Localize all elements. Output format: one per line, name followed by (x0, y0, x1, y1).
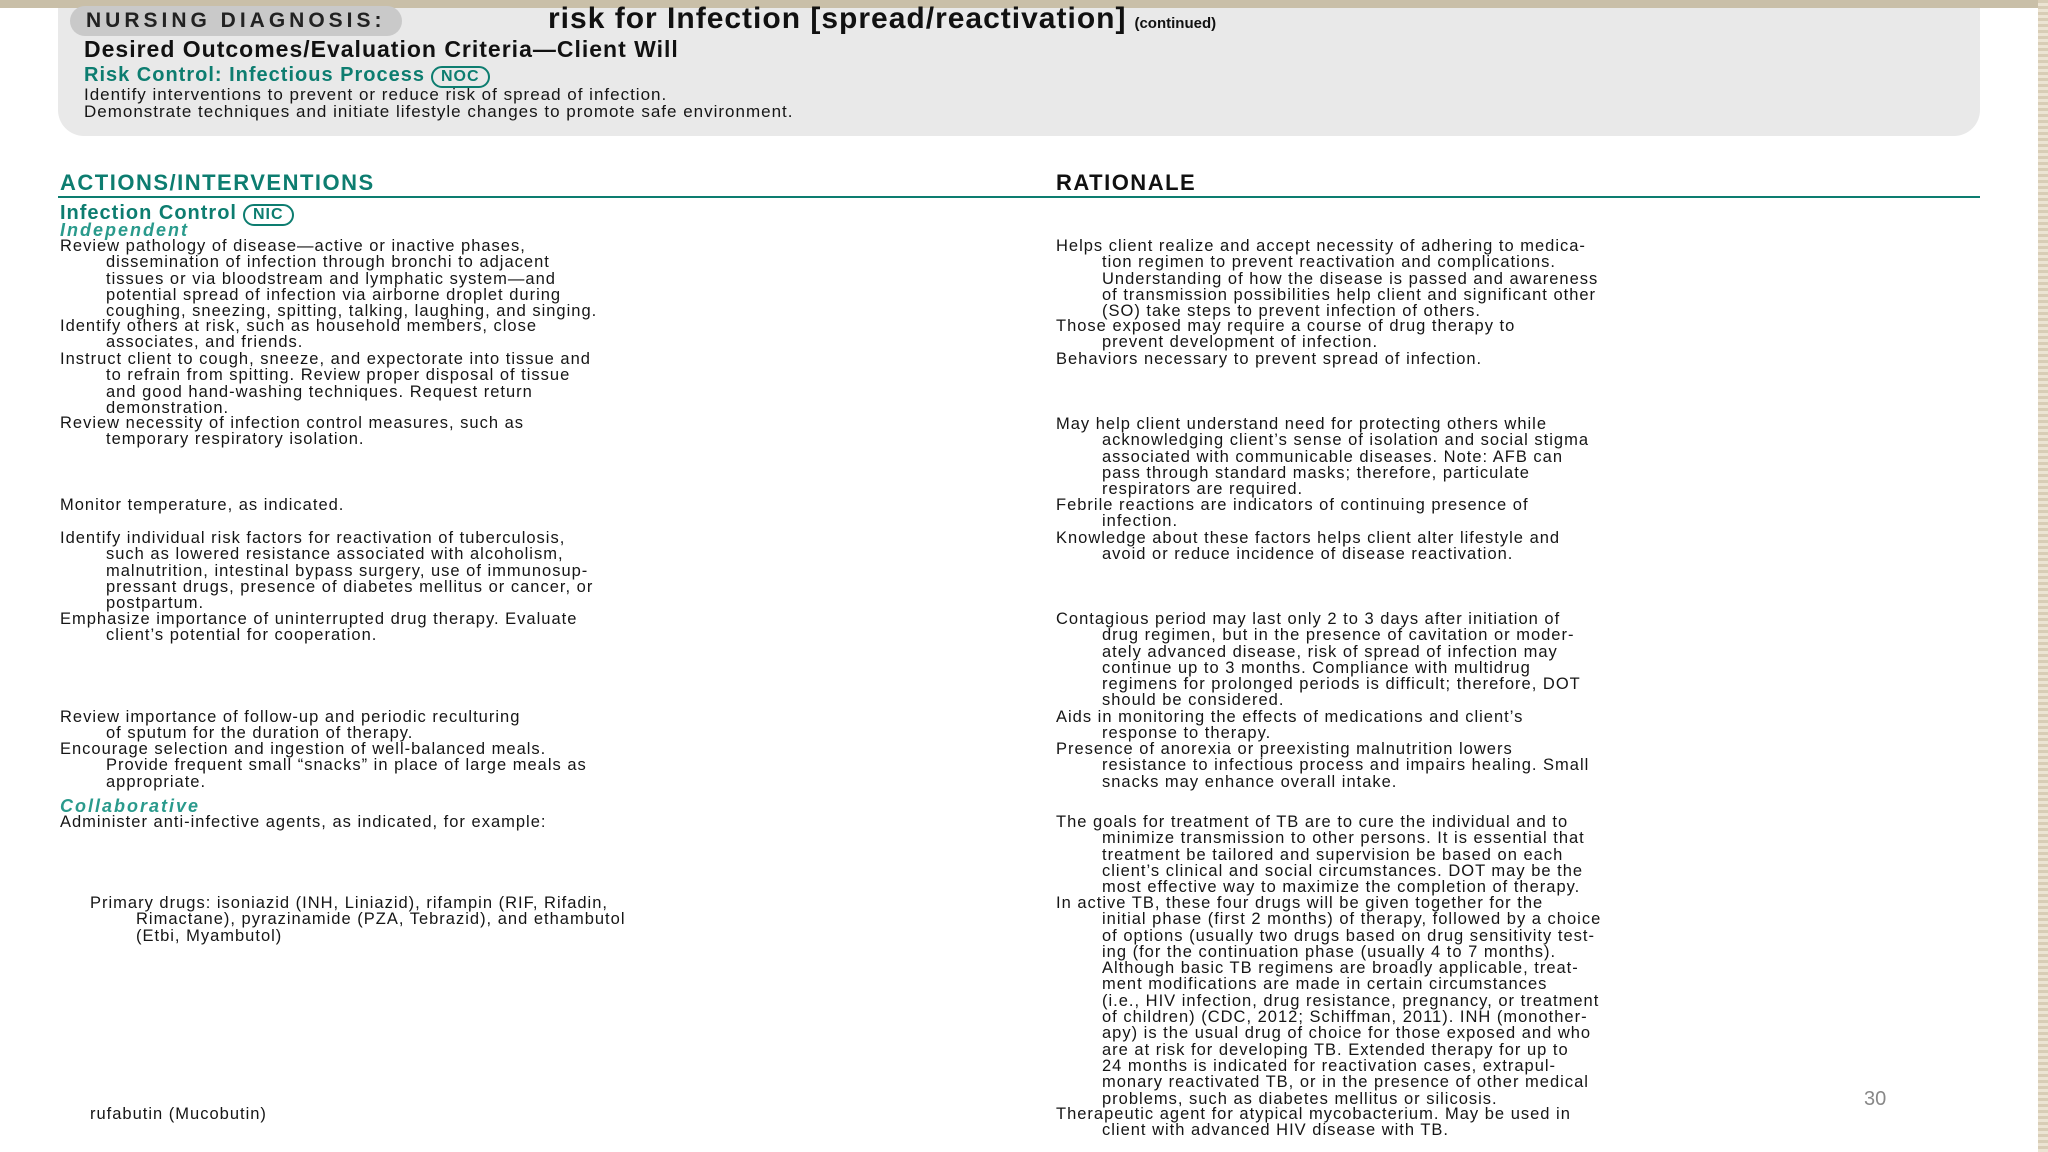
infection-control-text: Infection Control (60, 202, 237, 224)
action-item-line: to refrain from spitting. Review proper disposal of tissue (106, 366, 571, 385)
rationale-item-line: Behaviors necessary to prevent spread of infection. (1056, 350, 1483, 368)
rationale-item-line: ing (for the continuation phase (usually 4 to 7 months). (1102, 942, 1557, 961)
action-item-line: Review necessity of infection control measures, such as (60, 414, 525, 432)
action-item-line: Identify others at risk, such as household members, close (60, 317, 538, 335)
action-item-2 (60, 318, 537, 351)
rationale-item-11 (1056, 895, 1601, 1107)
rationale-item-line: acknowledging client’s sense of isolation and social stigma (1102, 431, 1590, 450)
action-item-line: of sputum for the duration of therapy. (106, 724, 414, 743)
rationale-item-line: Aids in monitoring the effects of medications and client’s (1056, 708, 1524, 726)
rationale-item-line: prevent development of infection. (1102, 333, 1379, 352)
action-item-line: rufabutin (Mucobutin) (90, 1105, 267, 1123)
action-item-line: such as lowered resistance associated with alcoholism, (106, 545, 564, 564)
page-number: 30 (1864, 1088, 1887, 1110)
nic-tag: NIC (243, 204, 294, 226)
action-item-12 (90, 1106, 267, 1122)
diagnosis-title-text: risk for Infection [spread/reactivation] (548, 2, 1127, 35)
noc-tag: NOC (431, 66, 490, 88)
action-item-line: coughing, sneezing, spitting, talking, laughing, and singing. (106, 302, 598, 321)
rationale-item-line: Contagious period may last only 2 to 3 days after initiation of (1056, 610, 1561, 628)
action-item-line: demonstration. (106, 398, 230, 417)
rationale-item-line: drug regimen, but in the presence of cavitation or moder- (1102, 626, 1575, 645)
rationale-item-2 (1056, 318, 1515, 351)
rationale-item-line: should be considered. (1102, 691, 1285, 710)
rationale-item-line: regimens for prolonged periods is difficult; therefore, DOT (1102, 675, 1581, 694)
rationale-item-line: apy) is the usual drug of choice for those exposed and who (1102, 1024, 1592, 1043)
nursing-diagnosis-label: NURSING DIAGNOSIS: (70, 6, 402, 36)
action-item-11 (90, 895, 625, 944)
outcomes-heading: Desired Outcomes/Evaluation Criteria—Client Will (84, 36, 679, 62)
action-item-line: Administer anti-infective agents, as indicated, for example: (60, 813, 547, 831)
rationale-item-10 (1056, 814, 1585, 895)
action-item-line: and good hand-washing techniques. Request return (106, 382, 533, 401)
rationale-item-line: most effective way to maximize the completion of therapy. (1102, 878, 1581, 897)
rationale-item-line: monary reactivated TB, or in the presence of other medical (1102, 1073, 1589, 1092)
rationale-item-line: May help client understand need for protecting others while (1056, 415, 1548, 433)
action-item-6 (60, 530, 593, 611)
action-item-9 (60, 741, 587, 790)
rationale-item-8 (1056, 709, 1523, 742)
action-item-line: pressant drugs, presence of diabetes mellitus or cancer, or (106, 577, 594, 596)
rationale-item-line: associated with communicable diseases. Note: AFB can (1102, 447, 1564, 466)
action-item-line: malnutrition, intestinal bypass surgery, use of immunosup- (106, 561, 589, 580)
action-item-line: appropriate. (106, 772, 207, 791)
goal-heading-text: Risk Control: Infectious Process (84, 64, 425, 86)
rationale-item-line: The goals for treatment of TB are to cure the individual and to (1056, 813, 1569, 831)
rationale-item-12 (1056, 1106, 1571, 1139)
rationale-item-line: resistance to infectious process and impairs healing. Small (1102, 756, 1590, 775)
rationale-item-line: pass through standard masks; therefore, particulate (1102, 463, 1530, 482)
rationale-item-line: Therapeutic agent for atypical mycobacterium. May be used in (1056, 1105, 1571, 1123)
action-item-1 (60, 238, 597, 319)
action-item-line: Emphasize importance of uninterrupted drug therapy. Evaluate (60, 610, 578, 628)
rationale-item-line: Knowledge about these factors helps client alter lifestyle and (1056, 529, 1561, 547)
rationale-item-line: Those exposed may require a course of drug therapy to (1056, 317, 1516, 335)
action-item-line: Instruct client to cough, sneeze, and expectorate into tissue and (60, 350, 591, 368)
action-item-line: Primary drugs: isoniazid (INH, Liniazid), rifampin (RIF, Rifadin, (90, 894, 608, 912)
action-item-line: temporary respiratory isolation. (106, 430, 365, 449)
rationale-item-line: continue up to 3 months. Compliance with multidrug (1102, 658, 1531, 677)
action-item-line: Review pathology of disease—active or inactive phases, (60, 237, 526, 255)
goal-line-2: Demonstrate techniques and initiate lifestyle changes to promote safe environment. (84, 102, 794, 121)
rationale-item-line: of transmission possibilities help client and significant other (1102, 285, 1597, 304)
action-item-line: client’s potential for cooperation. (106, 626, 378, 645)
action-item-3 (60, 351, 591, 416)
diagnosis-title (548, 2, 1216, 36)
action-item-4 (60, 415, 524, 448)
rationale-item-5 (1056, 497, 1529, 530)
goal-line-1: Identify interventions to prevent or reduce risk of spread of infection. (84, 85, 668, 104)
rationale-item-line: problems, such as diabetes mellitus or silicosis. (1102, 1089, 1498, 1108)
rationale-item-7 (1056, 611, 1581, 709)
rationale-item-line: of options (usually two drugs based on drug sensitivity test- (1102, 926, 1595, 945)
action-item-line: potential spread of infection via airborne droplet during (106, 285, 562, 304)
action-item-line: associates, and friends. (106, 333, 304, 352)
rationale-item-line: client with advanced HIV disease with TB. (1102, 1121, 1450, 1140)
action-item-line: Identify individual risk factors for reactivation of tuberculosis, (60, 529, 566, 547)
rationale-item-1 (1056, 238, 1598, 319)
action-item-line: Provide frequent small “snacks” in place of large meals as (106, 756, 587, 775)
rationale-item-line: infection. (1102, 512, 1179, 531)
action-item-5 (60, 497, 344, 513)
action-item-line: postpartum. (106, 594, 205, 613)
frame-right-border (2038, 0, 2048, 1152)
rationale-item-line: Febrile reactions are indicators of continuing presence of (1056, 496, 1529, 514)
action-item-line: Rimactane), pyrazinamide (PZA, Tebrazid), and ethambutol (136, 910, 626, 929)
rationale-item-line: minimize transmission to other persons. It is essential that (1102, 829, 1585, 848)
action-item-line: tissues or via bloodstream and lymphatic system—and (106, 269, 556, 288)
rationale-item-line: Understanding of how the disease is passed and awareness (1102, 269, 1599, 288)
rationale-item-line: Although basic TB regimens are broadly applicable, treat- (1102, 959, 1579, 978)
column-heading-rule (58, 196, 1980, 198)
actions-column-heading: ACTIONS/INTERVENTIONS (60, 170, 375, 195)
rationale-column-heading: RATIONALE (1056, 170, 1197, 195)
action-item-10 (60, 814, 546, 830)
action-item-line: Encourage selection and ingestion of well-balanced meals. (60, 740, 547, 758)
action-item-7 (60, 611, 577, 644)
action-item-8 (60, 709, 520, 742)
rationale-item-line: (i.e., HIV infection, drug resistance, pregnancy, or treatment (1102, 991, 1600, 1010)
rationale-item-line: treatment be tailored and supervision be based on each (1102, 845, 1564, 864)
continued-note: (continued) (1134, 15, 1217, 32)
rationale-item-line: 24 months is indicated for reactivation cases, extrapul- (1102, 1056, 1557, 1075)
rationale-item-line: Helps client realize and accept necessity of adhering to medica- (1056, 237, 1586, 255)
collaborative-subheading: Collaborative (60, 796, 201, 816)
rationale-item-line: client’s clinical and social circumstances. DOT may be the (1102, 861, 1584, 880)
rationale-item-line: ment modifications are made in certain circumstances (1102, 975, 1548, 994)
action-item-line: Monitor temperature, as indicated. (60, 496, 345, 514)
rationale-item-line: are at risk for developing TB. Extended therapy for up to (1102, 1040, 1569, 1059)
action-item-line: dissemination of infection through bronchi to adjacent (106, 253, 550, 272)
rationale-item-4 (1056, 416, 1589, 497)
action-item-line: (Etbi, Myambutol) (136, 926, 283, 945)
rationale-item-line: (SO) take steps to prevent infection of others. (1102, 302, 1481, 321)
rationale-item-3 (1056, 351, 1482, 367)
rationale-item-line: of children) (CDC, 2012; Schiffman, 2011). INH (monother- (1102, 1008, 1588, 1027)
rationale-item-line: response to therapy. (1102, 724, 1272, 743)
independent-subheading: Independent (60, 220, 189, 240)
rationale-item-9 (1056, 741, 1589, 790)
rationale-item-6 (1056, 530, 1560, 563)
rationale-item-line: ately advanced disease, risk of spread of infection may (1102, 642, 1558, 661)
rationale-item-line: In active TB, these four drugs will be given together for the (1056, 894, 1544, 912)
action-item-line: Review importance of follow-up and periodic reculturing (60, 708, 521, 726)
rationale-item-line: respirators are required. (1102, 480, 1304, 499)
rationale-item-line: avoid or reduce incidence of disease reactivation. (1102, 545, 1514, 564)
rationale-item-line: initial phase (first 2 months) of therapy, followed by a choice (1102, 910, 1602, 929)
rationale-item-line: Presence of anorexia or preexisting malnutrition lowers (1056, 740, 1513, 758)
rationale-item-line: snacks may enhance overall intake. (1102, 772, 1398, 791)
rationale-item-line: tion regimen to prevent reactivation and complications. (1102, 253, 1556, 272)
